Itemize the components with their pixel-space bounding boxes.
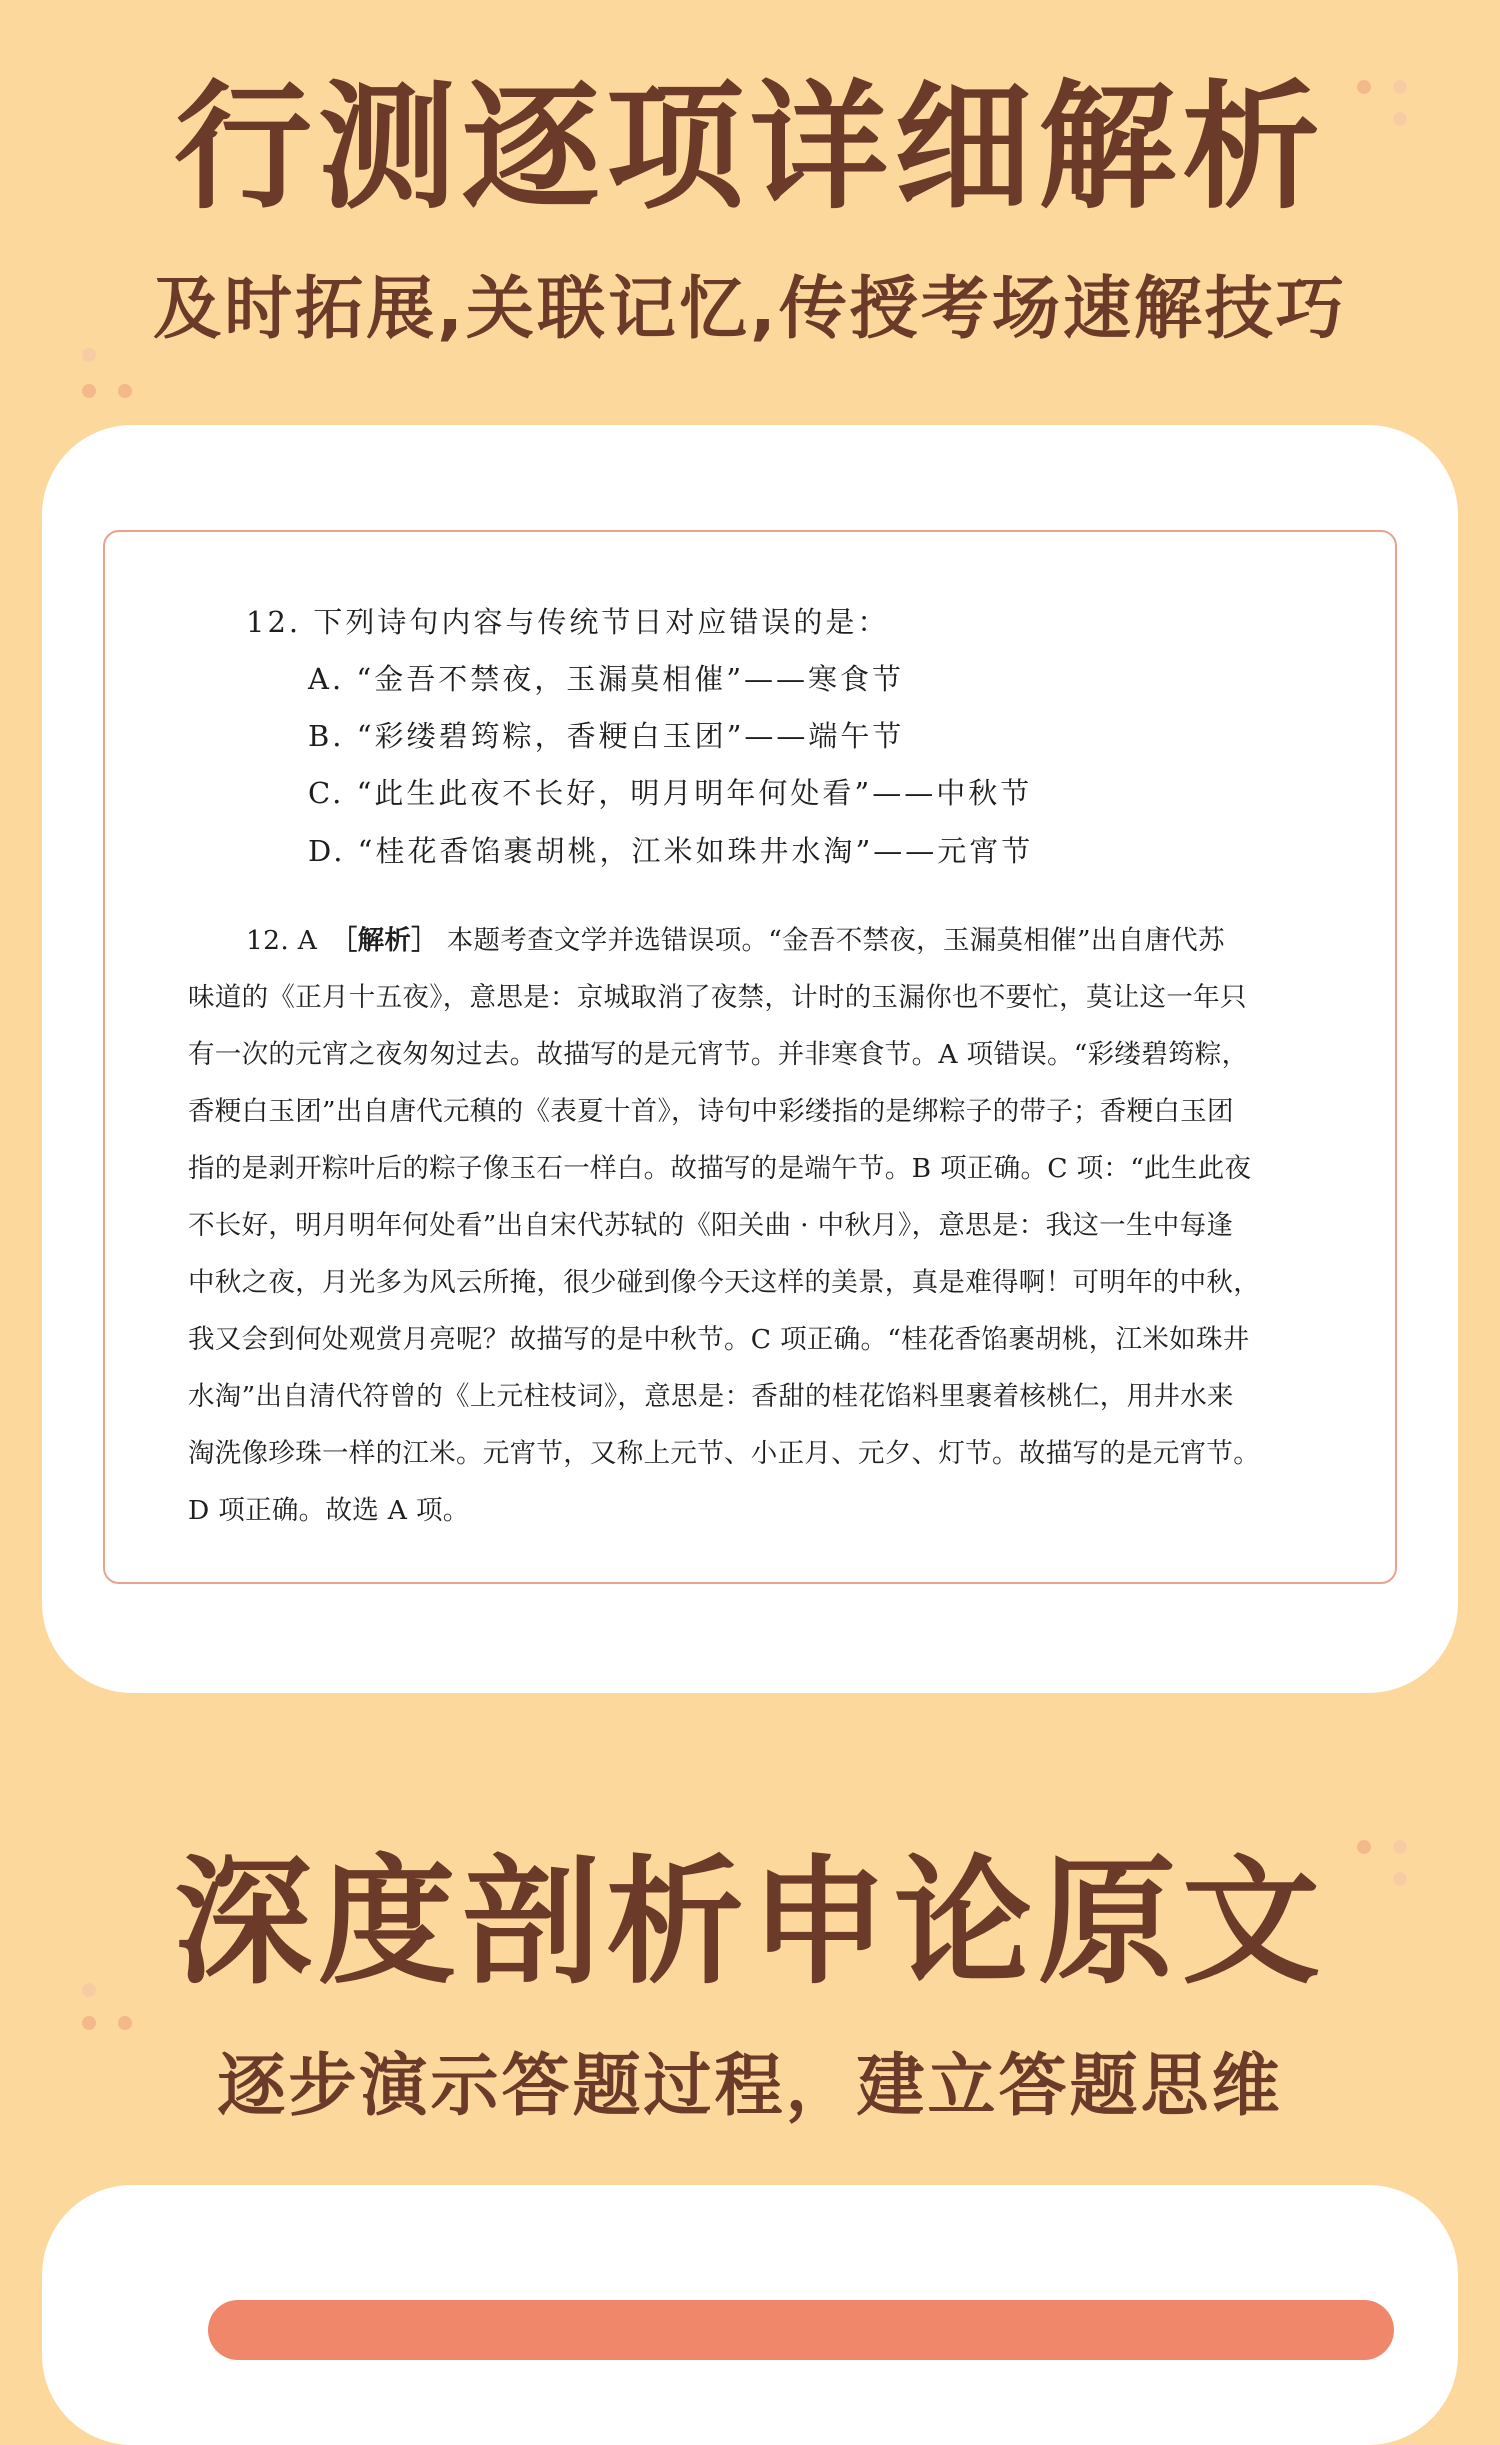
essay-card-header xyxy=(208,2300,1394,2360)
analysis-line: 淘洗像珍珠一样的江米。元宵节，又称上元节、小正月、元夕、灯节。故描写的是元宵节。 xyxy=(188,1438,1260,1469)
analysis-line: 中秋之夜，月光多为风云所掩，很少碰到像今天这样的美景，真是难得啊！可明年的中秋， xyxy=(188,1267,1260,1298)
analysis-line: 指的是剥开粽叶后的粽子像玉石一样白。故描写的是端午节。B 项正确。C 项：“此生此夜 xyxy=(188,1153,1252,1184)
analysis-line xyxy=(246,918,1225,957)
decor-dot xyxy=(82,2016,96,2030)
answer-label: 12. A xyxy=(246,925,345,956)
section2-title: 深度剖析申论原文 xyxy=(173,1842,1326,2003)
analysis-line: D 项正确。故选 A 项。 xyxy=(188,1495,470,1526)
analysis-line: 有一次的元宵之夜匆匆过去。故描写的是元宵节。并非寒食节。A 项错误。“彩缕碧筠粽， xyxy=(188,1039,1249,1070)
decor-dot xyxy=(82,384,96,398)
analysis-line: 味道的《正月十五夜》，意思是：京城取消了夜禁，计时的玉漏你也不要忙，莫让这一年只 xyxy=(188,982,1247,1013)
question-stem: 12. 下列诗句内容与传统节日对应错误的是： xyxy=(246,605,890,639)
option-d: D. “桂花香馅裹胡桃，江米如珠井水淘”——元宵节 xyxy=(308,834,1034,868)
decor-dot xyxy=(118,384,132,398)
analysis-text: 本题考查文学并选错误项。“金吾不禁夜，玉漏莫相催”出自唐代苏 xyxy=(437,925,1225,956)
option-b: B. “彩缕碧筠粽，香粳白玉团”——端午节 xyxy=(308,719,905,753)
option-a: A. “金吾不禁夜，玉漏莫相催”——寒食节 xyxy=(308,662,905,696)
section2-subtitle: 逐步演示答题过程，建立答题思维 xyxy=(217,2047,1283,2126)
analysis-line: 不长好，明月明年何处看”出自宋代苏轼的《阳关曲 · 中秋月》，意思是：我这一生中每逢 xyxy=(188,1210,1234,1241)
section1-title: 行测逐项详细解析 xyxy=(173,67,1326,228)
section1-subtitle: 及时拓展,关联记忆,传授考场速解技巧 xyxy=(153,270,1347,349)
analysis-tag: ［解析］ xyxy=(344,925,438,956)
decor-dot xyxy=(118,2016,132,2030)
analysis-line: 水淘”出自清代符曾的《上元柱枝词》，意思是：香甜的桂花馅料里裹着核桃仁，用井水来 xyxy=(188,1381,1234,1412)
analysis-line: 我又会到何处观赏月亮呢？故描写的是中秋节。C 项正确。“桂花香馅裹胡桃，江米如珠井 xyxy=(188,1324,1250,1355)
analysis-line: 香粳白玉团”出自唐代元稹的《表夏十首》，诗句中彩缕指的是绑粽子的带子；香粳白玉团 xyxy=(188,1096,1234,1127)
option-c: C. “此生此夜不长好，明月明年何处看”——中秋节 xyxy=(308,776,1033,810)
